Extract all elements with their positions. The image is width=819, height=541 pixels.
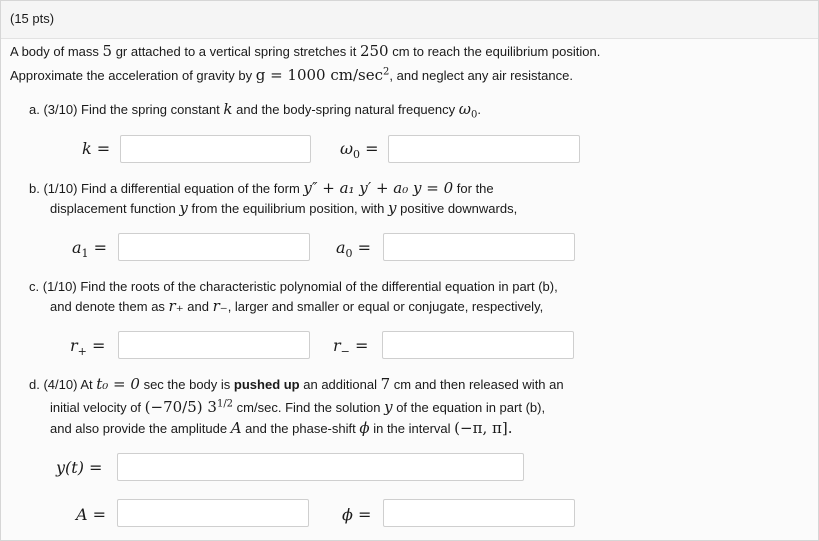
a0-label-text: a (336, 238, 346, 257)
y-of-t-label (56, 458, 102, 477)
omega-label-text: ω (340, 139, 354, 158)
r-plus-label-text: r (70, 336, 78, 355)
a0-input[interactable] (383, 233, 575, 261)
problem-text: , and neglect any air resistance. (389, 68, 573, 83)
a1-input[interactable] (118, 233, 310, 261)
part-a-marker: a. (29, 102, 40, 117)
a1-label-text: a (72, 238, 82, 257)
part-d-text: in the interval (373, 421, 451, 436)
part-b-text: (1/10) Find a differential equation of the form (43, 181, 300, 196)
k-label (82, 139, 110, 158)
part-c-line-2 (50, 298, 543, 315)
part-b-marker: b. (29, 181, 40, 196)
a0-label-eq: = (352, 238, 372, 257)
a0-label (336, 238, 372, 261)
omega-symbol: ω (458, 100, 471, 118)
problem-text: Approximate the acceleration of gravity by (10, 68, 253, 83)
part-c-text: and denote them as (50, 299, 165, 314)
r-minus-label-eq: = (349, 336, 369, 355)
amplitude-symbol: A (230, 419, 242, 437)
part-d-text: sec the body is (143, 377, 231, 392)
part-b-text: from the equilibrium position, with (191, 201, 385, 216)
distance-value: 7 (380, 375, 391, 393)
part-b-text: positive downwards, (400, 201, 518, 216)
part-b-text: displacement function (50, 201, 176, 216)
part-d-line-1 (29, 376, 564, 393)
r-minus-label-sub: − (340, 345, 350, 359)
omega-label-eq: = (360, 139, 379, 158)
part-d-text: (4/10) At (43, 377, 93, 392)
velocity-exponent: 1/2 (216, 398, 234, 410)
problem-text: gr attached to a vertical spring stretches it (115, 44, 357, 59)
part-d-text: initial velocity of (50, 400, 142, 415)
part-d-marker: d. (29, 377, 40, 392)
mass-value: 5 (102, 42, 113, 60)
part-c-text: (1/10) Find the roots of the characteristic polynomial of the differential equation in part (b), (42, 279, 558, 294)
phi-symbol: ϕ (359, 419, 370, 437)
r-plus-label-eq: = (86, 336, 106, 355)
a1-label (72, 238, 108, 261)
gravity-expression: g = 1000 cm/sec (255, 66, 384, 84)
part-c-marker: c. (29, 279, 40, 294)
points-label: (15 pts) (10, 11, 55, 26)
part-a-text: (3/10) Find the spring constant (43, 102, 220, 117)
part-c-line-1 (29, 278, 558, 295)
part-c-text: , larger and smaller or equal or conjugate, respectively, (227, 299, 544, 314)
part-b-line-1 (29, 180, 494, 197)
problem-line-2 (10, 67, 573, 84)
phase-input[interactable] (383, 499, 575, 527)
y-symbol: y (384, 398, 393, 416)
velocity-expression: (−70/5) 3 (144, 398, 217, 416)
part-c-text: and (187, 299, 209, 314)
part-d-text: cm and then released with an (393, 377, 564, 392)
r-minus-label (333, 336, 369, 359)
question-header (1, 1, 818, 39)
gravity-exponent: 2 (383, 66, 390, 78)
r-plus-label (70, 336, 106, 359)
part-d-text: and also provide the amplitude (50, 421, 228, 436)
part-d-text: of the equation in part (b), (396, 400, 546, 415)
y-symbol: y (179, 199, 188, 217)
problem-text: A body of mass (10, 44, 99, 59)
a1-label-sub: 1 (81, 247, 89, 261)
part-b-line-2 (50, 200, 517, 217)
omega-subscript: 0 (470, 109, 478, 121)
pushed-up-emphasis: pushed up (233, 377, 300, 392)
r-minus-symbol: r₋ (212, 297, 228, 315)
phase-label (342, 505, 371, 524)
omega-label-sub: 0 (353, 148, 361, 162)
part-d-text: cm/sec. Find the solution (236, 400, 381, 415)
stretch-value: 250 (359, 42, 389, 60)
r-minus-input[interactable] (382, 331, 574, 359)
a0-label-sub: 0 (345, 247, 353, 261)
phase-label-text: ϕ = (342, 505, 372, 524)
k-label-text: k = (82, 139, 111, 158)
part-a-line (29, 100, 481, 121)
k-symbol: k (223, 100, 233, 118)
amplitude-label (76, 505, 106, 524)
part-d-line-2 (50, 399, 545, 416)
r-plus-symbol: r₊ (168, 297, 184, 315)
r-minus-label-text: r (333, 336, 341, 355)
part-a-text: . (477, 102, 481, 117)
part-a-text: and the body-spring natural frequency (236, 102, 456, 117)
amplitude-input[interactable] (117, 499, 309, 527)
part-d-text: and the phase-shift (245, 421, 356, 436)
part-b-text: for the (456, 181, 494, 196)
problem-line-1 (10, 43, 600, 60)
problem-text: cm to reach the equilibrium position. (392, 44, 601, 59)
omega-label (340, 139, 379, 162)
ode-equation: y″ + a₁ y′ + a₀ y = 0 (303, 179, 454, 197)
omega-input[interactable] (388, 135, 580, 163)
y-of-t-label-text: y(t) = (56, 458, 103, 477)
r-plus-input[interactable] (118, 331, 310, 359)
y-symbol: y (388, 199, 397, 217)
part-d-line-3 (50, 420, 512, 437)
part-d-text: an additional (303, 377, 377, 392)
amplitude-label-text: A = (76, 505, 107, 524)
r-plus-label-sub: + (77, 345, 87, 359)
a1-label-eq: = (88, 238, 108, 257)
y-of-t-input[interactable] (117, 453, 524, 481)
interval-expression: (−π, π]. (454, 419, 513, 437)
k-input[interactable] (120, 135, 311, 163)
t0-expression: t₀ = 0 (96, 375, 140, 393)
